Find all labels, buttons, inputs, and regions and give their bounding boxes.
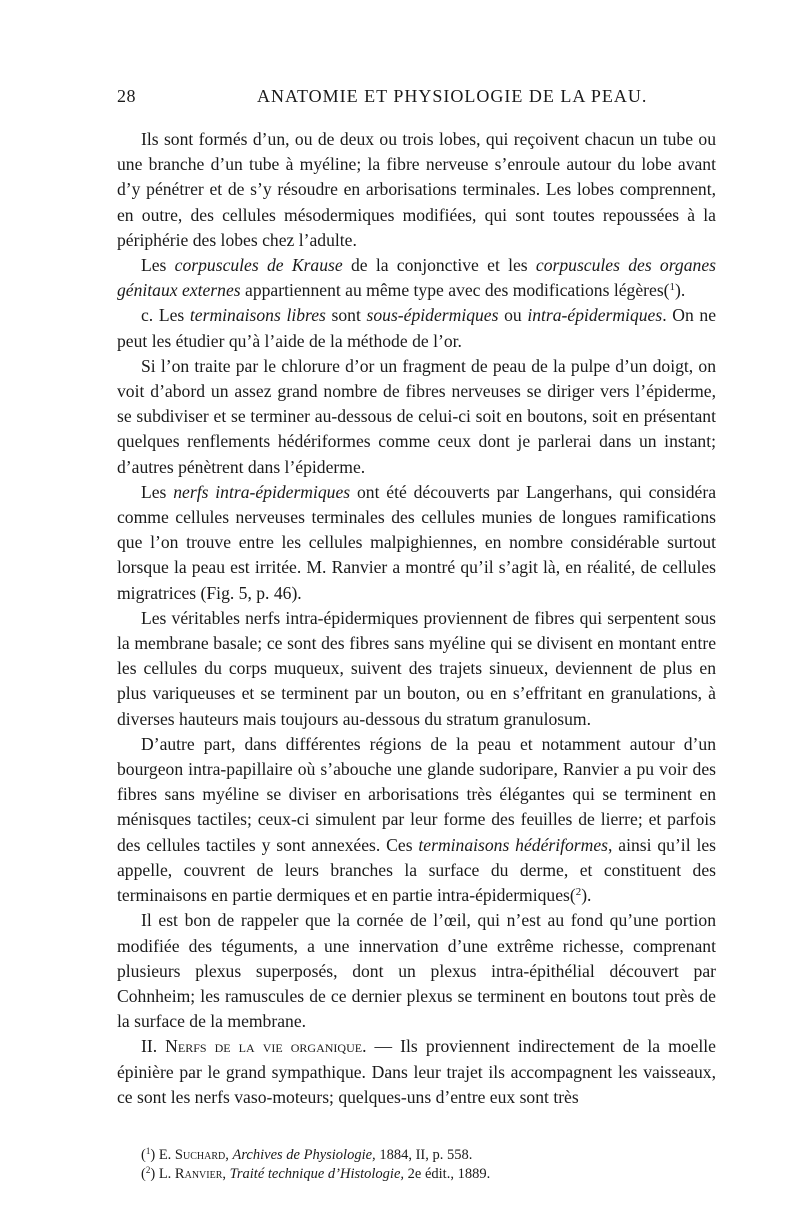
italic-term: sous-épidermiques [366,305,499,326]
footnote: ($^2$) L. Ranvier, Traité technique d’Histologie, 2e édit., 1889. [141,1165,491,1182]
paragraph [117,908,716,1034]
page-number: 28 [117,86,136,106]
text-run: D’autre part, dans différentes régions de la peau et notamment autour d’un bourgeon intra-papillaire où s’abouche une glande sudoripare, Ranvier a pu voir des fibres sans myéline se diviser en arborisations très élégantes qui se terminent en ménisques tactiles; ceux-ci simulent par leur forme des feuilles de lierre; et parfois des cellules tactiles y sont annexées. Ces [117,733,716,855]
paragraph [117,253,716,303]
italic-term: nerfs intra-épidermiques [173,481,351,502]
footnote-ref: 2 [575,886,582,899]
footnote-author: E. Suchard, [158,1147,229,1163]
text-run: c. Les [141,305,190,326]
body-text [117,127,716,1110]
paragraph [117,1034,716,1110]
running-title: ANATOMIE ET PHYSIOLOGIE DE LA PEAU. [257,86,648,106]
text-run: sont [325,305,367,326]
paragraph [117,606,716,732]
paragraph [117,303,716,353]
italic-term: corpuscules des organes génitaux externes [117,255,716,301]
text-run: Si l’on traite par le chlorure d’or un fragment de peau de la pulpe d’un doigt, on voit d’abord un assez grand nombre de fibres nerveuses se diriger vers l’épiderme, se subdiviser et se terminer au-dessous de celui-ci soit en boutons, soit en présentant quelques renflements hédériformes comme ceux dont je parlerai dans un instant; d’autres pénètrent dans l’épiderme. [117,355,716,477]
paragraph [117,480,716,606]
text-run: . On ne peut les étudier qu’à l’aide de la méthode de l’or. [117,305,717,351]
text-run: Les [141,255,175,276]
footnote-mark: 1 [145,1146,151,1157]
text-run: , ainsi qu’il les appelle, couvrent de leurs branches la surface du derme, et constituent des terminaisons en partie dermiques et en partie intra-épidermiques( [117,834,716,906]
italic-term: terminaisons hédériformes [418,834,609,855]
text-run: II. [141,1036,166,1057]
text-run: de la conjonctive et les [342,255,536,276]
footnote-details: 2e édit., 1889. [407,1166,491,1182]
footnotes [117,1146,716,1184]
text-run: Les véritables nerfs intra-épidermiques proviennent de fibres qui serpentent sous la membrane basale; ce sont des fibres sans myéline qui se divisent en montant entre les cellules du corps muqueux, suivent des trajets sinueux, deviennent de plus en plus variqueuses et se terminent par un bouton, ou en s’effritant en granulations, à diverses hauteurs mais toujours au-dessous du stratum granulosum. [117,607,716,729]
text-run: ). [581,885,592,906]
footnote-details: 1884, II, p. 558. [379,1147,473,1163]
footnote-ref: 1 [669,281,675,294]
paragraph [117,354,716,480]
paragraph [117,732,716,908]
footnote: ($^1$) E. Suchard, Archives de Physiologie, 1884, II, p. 558. [141,1146,473,1163]
italic-term: corpuscules de Krause [174,255,343,276]
text-run: appartiennent au même type avec des modifications légères( [240,280,670,301]
italic-term: terminaisons libres [189,305,326,326]
footnote-mark: 2 [145,1165,151,1176]
footnote-author: L. Ranvier, [158,1166,226,1182]
text-run: — Ils proviennent indirectement de la moelle épinière par le grand sympathique. Dans leur trajet ils accompagnent les vaisseaux, ce sont les nerfs vaso-moteurs; quelques-uns d’entre eux sont très [117,1036,716,1107]
running-header [117,86,717,112]
footnote-source: Traité technique d’Histologie, [229,1166,405,1182]
text-run: ). [674,280,686,301]
text-run: ou [498,305,528,326]
text-run: ont été découverts par Langerhans, qui considéra comme cellules nerveuses terminales des cellules munies de longues ramifications que l’on trouve entre les cellules malpighiennes, en nombre considérable surtout lorsque la peau est irritée. M. Ranvier a montré qu’il s’agit là, en réalité, de cellules migratrices (Fig. 5, p. 46). [117,481,716,603]
footnote-source: Archives de Physiologie, [232,1147,376,1163]
italic-term: intra-épidermiques [527,305,663,326]
paragraph [117,127,716,253]
text-run: Il est bon de rappeler que la cornée de l’œil, qui n’est au fond qu’une portion modifiée des téguments, a une innervation d’une extrême richesse, comprenant plusieurs plexus superposés, dont un plexus intra-épithélial découvert par Cohnheim; les ramuscules de ce dernier plexus se terminent en boutons tout près de la surface de la membrane. [117,910,716,1032]
text-run: Les [141,481,174,502]
text-run: Ils sont formés d’un, ou de deux ou trois lobes, qui reçoivent chacun un tube ou une branche d’un tube à myéline; la fibre nerveuse s’enroule autour du lobe avant d’y pénétrer et de s’y résoudre en arborisations terminales. Les lobes comprennent, en outre, des cellules mésodermiques modifiées, qui sont toutes repoussées à la périphérie des lobes chez l’adulte. [117,129,716,250]
section-heading: Nerfs de la vie organique. [165,1036,367,1057]
